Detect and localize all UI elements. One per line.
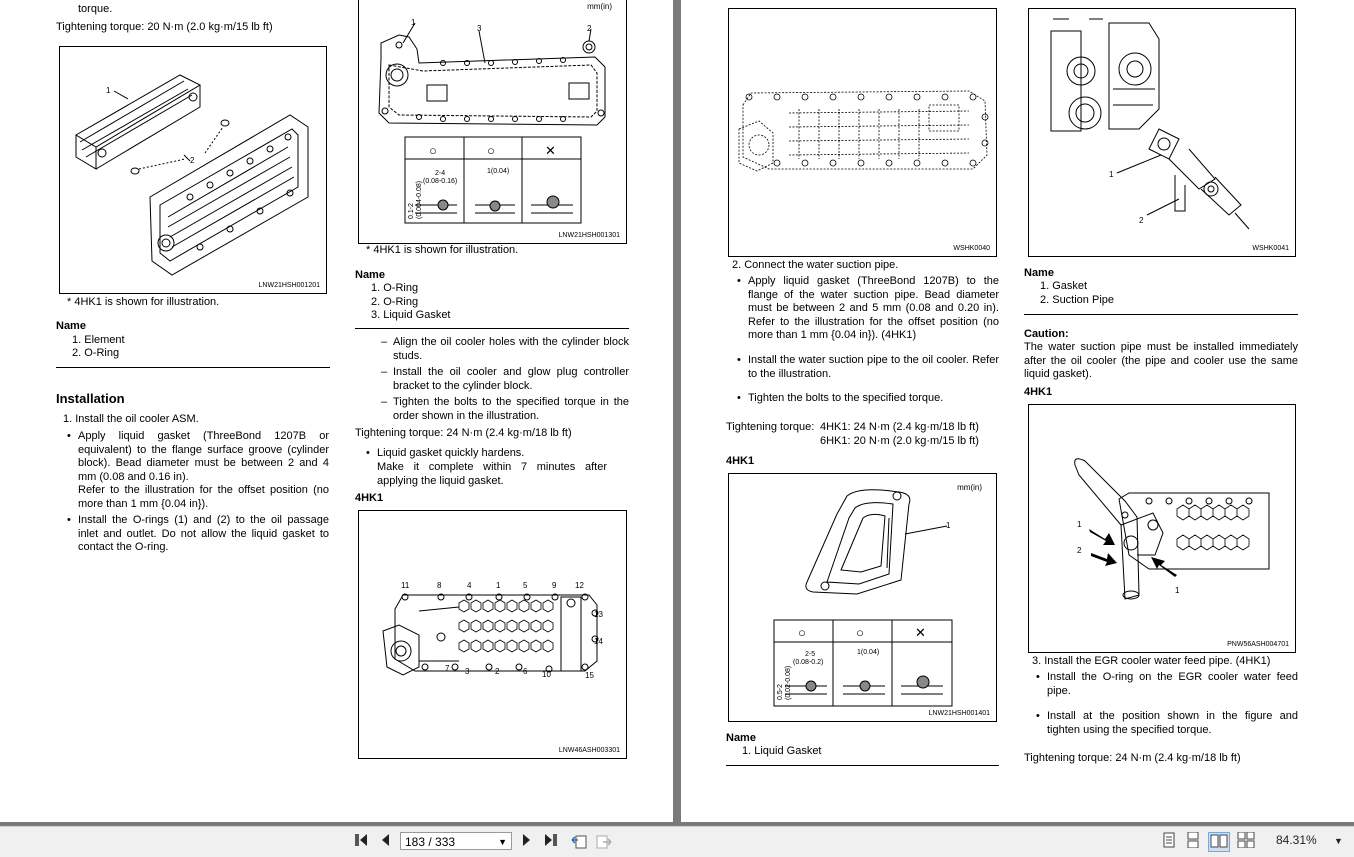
symbol-ok: ○ bbox=[798, 625, 806, 640]
dim-label: (0.02-0.08) bbox=[785, 665, 792, 700]
torque-spec: Tightening torque: 20 N·m (2.0 kg·m/15 lb ft) bbox=[56, 21, 273, 33]
symbol-ng: ✕ bbox=[545, 143, 556, 158]
callout-2: 2 bbox=[190, 156, 195, 165]
svg-text:2: 2 bbox=[495, 667, 500, 676]
svg-text:1: 1 bbox=[496, 581, 501, 590]
dash-item: – Install the oil cooler and glow plug controller bracket to the cylinder block. bbox=[393, 366, 629, 393]
figure-id: PNW56ASH004701 bbox=[1227, 641, 1289, 648]
oil-cooler-element-drawing bbox=[60, 47, 326, 293]
callout-3: 3 bbox=[477, 24, 482, 33]
document-page-right bbox=[681, 0, 1354, 822]
svg-text:4: 4 bbox=[467, 581, 472, 590]
svg-text:9: 9 bbox=[552, 581, 557, 590]
engine-label: 4HK1 bbox=[726, 455, 755, 467]
figure-id: LNW46ASH003301 bbox=[558, 747, 620, 754]
navigation-toolbar bbox=[0, 826, 1354, 857]
name-item: 2. O-Ring bbox=[371, 296, 419, 308]
chevron-down-icon: ▼ bbox=[498, 837, 507, 847]
dim-label: (0.08-0.16) bbox=[423, 178, 458, 185]
page-number-value: 183 / 333 bbox=[405, 835, 456, 849]
text-fragment: torque. bbox=[78, 3, 113, 15]
symbol-ng: ✕ bbox=[915, 625, 926, 640]
figure-bolt-order bbox=[358, 510, 627, 759]
name-item: 1. Liquid Gasket bbox=[742, 745, 822, 757]
figure-gasket-application bbox=[358, 0, 627, 244]
name-item: 1. O-Ring bbox=[371, 282, 419, 294]
suction-pipe-drawing bbox=[1029, 9, 1295, 256]
figure-id: WSHK0041 bbox=[1252, 245, 1289, 252]
symbol-ok: ○ bbox=[856, 625, 864, 640]
section-heading-installation: Installation bbox=[56, 391, 125, 406]
bolt-positions-drawing bbox=[729, 9, 996, 256]
dim-label: (0.004-0.08) bbox=[416, 180, 423, 219]
name-item: 1. Gasket bbox=[1040, 280, 1088, 292]
svg-text:10: 10 bbox=[542, 670, 551, 679]
two-page-icon[interactable] bbox=[1208, 832, 1230, 852]
last-page-icon[interactable] bbox=[542, 832, 560, 852]
prev-page-icon[interactable] bbox=[376, 832, 394, 852]
svg-text:6: 6 bbox=[523, 667, 528, 676]
egr-water-feed-pipe-drawing bbox=[1029, 405, 1295, 652]
callout-2: 2 bbox=[587, 24, 592, 33]
chevron-down-icon: ▼ bbox=[1334, 836, 1343, 846]
figure-bolt-positions bbox=[728, 8, 997, 257]
go-forward-icon[interactable] bbox=[594, 832, 614, 852]
symbol-ok: ○ bbox=[487, 143, 495, 158]
callout-1: 1 bbox=[1077, 520, 1082, 529]
dash-item: – Tighten the bolts to the specified torque in the order shown in the illustration. bbox=[393, 396, 629, 423]
name-item: 3. Liquid Gasket bbox=[371, 309, 451, 321]
svg-text:3: 3 bbox=[465, 667, 470, 676]
callout-1: 1 bbox=[411, 18, 416, 27]
svg-text:15: 15 bbox=[585, 671, 594, 680]
name-heading: Name bbox=[355, 269, 385, 281]
figure-oil-cooler-element bbox=[59, 46, 327, 294]
bullet-text: • Install the O-rings (1) and (2) to the oil passage inlet and outlet. Do not allow the liquid gasket to contact the O-ring. bbox=[78, 514, 329, 555]
dim-label: 2-5 bbox=[805, 651, 816, 658]
torque-spec: Tightening torque: 24 N·m (2.4 kg·m/18 lb ft) bbox=[355, 427, 572, 439]
divider bbox=[56, 367, 330, 368]
dim-label: 0.5-2 bbox=[777, 684, 784, 700]
torque-spec: 6HK1: 20 N·m (2.0 kg·m/15 lb ft) bbox=[820, 435, 979, 447]
svg-text:8: 8 bbox=[437, 581, 442, 590]
svg-text:7: 7 bbox=[445, 664, 450, 673]
bullet-text: • Tighten the bolts to the specified torque. bbox=[748, 392, 999, 406]
figure-note: * 4HK1 is shown for illustration. bbox=[366, 244, 519, 256]
dim-label: 1(0.04) bbox=[487, 168, 510, 175]
dash-item: – Align the oil cooler holes with the cylinder block studs. bbox=[393, 336, 629, 363]
single-page-icon[interactable] bbox=[1160, 832, 1178, 852]
torque-spec: 4HK1: 24 N·m (2.4 kg·m/18 lb ft) bbox=[820, 421, 979, 433]
bullet-text: • Apply liquid gasket (ThreeBond 1207B) to the flange of the water suction pipe. Bead diameter must be between 2 and 5 mm (0.08 and 0.20 in). Refer to the illustration for the offset position (no more than 1 mm {0.04 in}). (4HK1) bbox=[748, 275, 999, 343]
bullet-text: • Install the O-ring on the EGR cooler water feed pipe. bbox=[1047, 671, 1298, 698]
figure-id: LNW21HSH001301 bbox=[558, 232, 620, 239]
dim-label: 1(0.04) bbox=[857, 649, 880, 656]
bullet-text-cont: Make it complete within 7 minutes after applying the liquid gasket. bbox=[377, 461, 607, 487]
dim-label: 2-4 bbox=[435, 170, 446, 177]
figure-id: LNW21HSH001401 bbox=[928, 710, 990, 717]
symbol-ok: ○ bbox=[429, 143, 437, 158]
step-text: 2. Connect the water suction pipe. bbox=[732, 259, 899, 271]
callout-1: 1 bbox=[946, 521, 951, 530]
dim-label: (0.08-0.2) bbox=[793, 659, 824, 666]
name-heading: Name bbox=[56, 320, 86, 332]
bullet-text: • Apply liquid gasket (ThreeBond 1207B or equivalent) to the flange surface groove (cylinder block). Bead diameter must be between 2 and 4 mm (0.08 and 0.16 in). bbox=[78, 430, 329, 484]
bullet-text: • Install at the position shown in the figure and tighten using the specified torque. bbox=[1047, 710, 1298, 737]
svg-text:11: 11 bbox=[401, 581, 410, 590]
step-text: 1. Install the oil cooler ASM. bbox=[63, 413, 199, 425]
svg-text:13: 13 bbox=[594, 610, 603, 619]
svg-text:12: 12 bbox=[575, 581, 584, 590]
zoom-level[interactable] bbox=[1276, 833, 1343, 847]
dim-label: 0.1-2 bbox=[408, 203, 415, 219]
divider bbox=[726, 765, 999, 766]
bullet-text-cont: Refer to the illustration for the offset position (no more than 1 mm {0.04 in}). bbox=[78, 484, 329, 510]
figure-note: * 4HK1 is shown for illustration. bbox=[67, 296, 220, 308]
caution-text: The water suction pipe must be installed immediately after the oil cooler (the pipe and cooler use the same liquid gasket). bbox=[1024, 341, 1298, 380]
suction-pipe-gasket-drawing bbox=[729, 474, 996, 721]
callout-2: 2 bbox=[1139, 216, 1144, 225]
bullet-text: • Install the water suction pipe to the oil cooler. Refer to the illustration. bbox=[748, 354, 999, 381]
bolt-order-drawing bbox=[359, 511, 626, 758]
engine-label: 4HK1 bbox=[1024, 386, 1053, 398]
name-item: 1. Element bbox=[72, 334, 125, 346]
torque-spec: Tightening torque: 24 N·m (2.4 kg·m/18 lb ft) bbox=[1024, 752, 1241, 764]
figure-suction-pipe-gasket bbox=[728, 473, 997, 722]
figure-suction-pipe bbox=[1028, 8, 1296, 257]
step-text: 3. Install the EGR cooler water feed pipe. (4HK1) bbox=[1032, 655, 1271, 667]
torque-label: Tightening torque: bbox=[726, 421, 815, 433]
figure-id: LNW21HSH001201 bbox=[258, 282, 320, 289]
bullet-text: • Liquid gasket quickly hardens. bbox=[377, 447, 607, 461]
two-page-continuous-icon[interactable] bbox=[1236, 832, 1256, 852]
svg-text:14: 14 bbox=[594, 637, 603, 646]
callout-2: 2 bbox=[1077, 546, 1082, 555]
first-page-icon[interactable] bbox=[352, 832, 370, 852]
name-item: 2. Suction Pipe bbox=[1040, 294, 1114, 306]
name-heading: Name bbox=[1024, 267, 1054, 279]
callout-1b: 1 bbox=[1175, 586, 1180, 595]
callout-1: 1 bbox=[106, 86, 111, 95]
next-page-icon[interactable] bbox=[518, 832, 536, 852]
document-page-left bbox=[0, 0, 673, 822]
unit-label: mm(in) bbox=[957, 483, 982, 492]
name-item: 2. O-Ring bbox=[72, 347, 120, 359]
figure-egr-water-feed-pipe bbox=[1028, 404, 1296, 653]
divider bbox=[1024, 314, 1298, 315]
callout-1: 1 bbox=[1109, 170, 1114, 179]
svg-text:5: 5 bbox=[523, 581, 528, 590]
zoom-value: 84.31% bbox=[1276, 833, 1317, 847]
continuous-icon[interactable] bbox=[1184, 832, 1202, 852]
gasket-application-drawing bbox=[359, 0, 626, 243]
name-heading: Name bbox=[726, 732, 756, 744]
engine-label: 4HK1 bbox=[355, 492, 384, 504]
page-number-select[interactable] bbox=[400, 832, 512, 850]
unit-label: mm(in) bbox=[587, 2, 612, 11]
caution-heading: Caution: bbox=[1024, 328, 1069, 340]
divider bbox=[355, 328, 629, 329]
go-back-icon[interactable] bbox=[569, 832, 589, 852]
figure-id: WSHK0040 bbox=[953, 245, 990, 252]
